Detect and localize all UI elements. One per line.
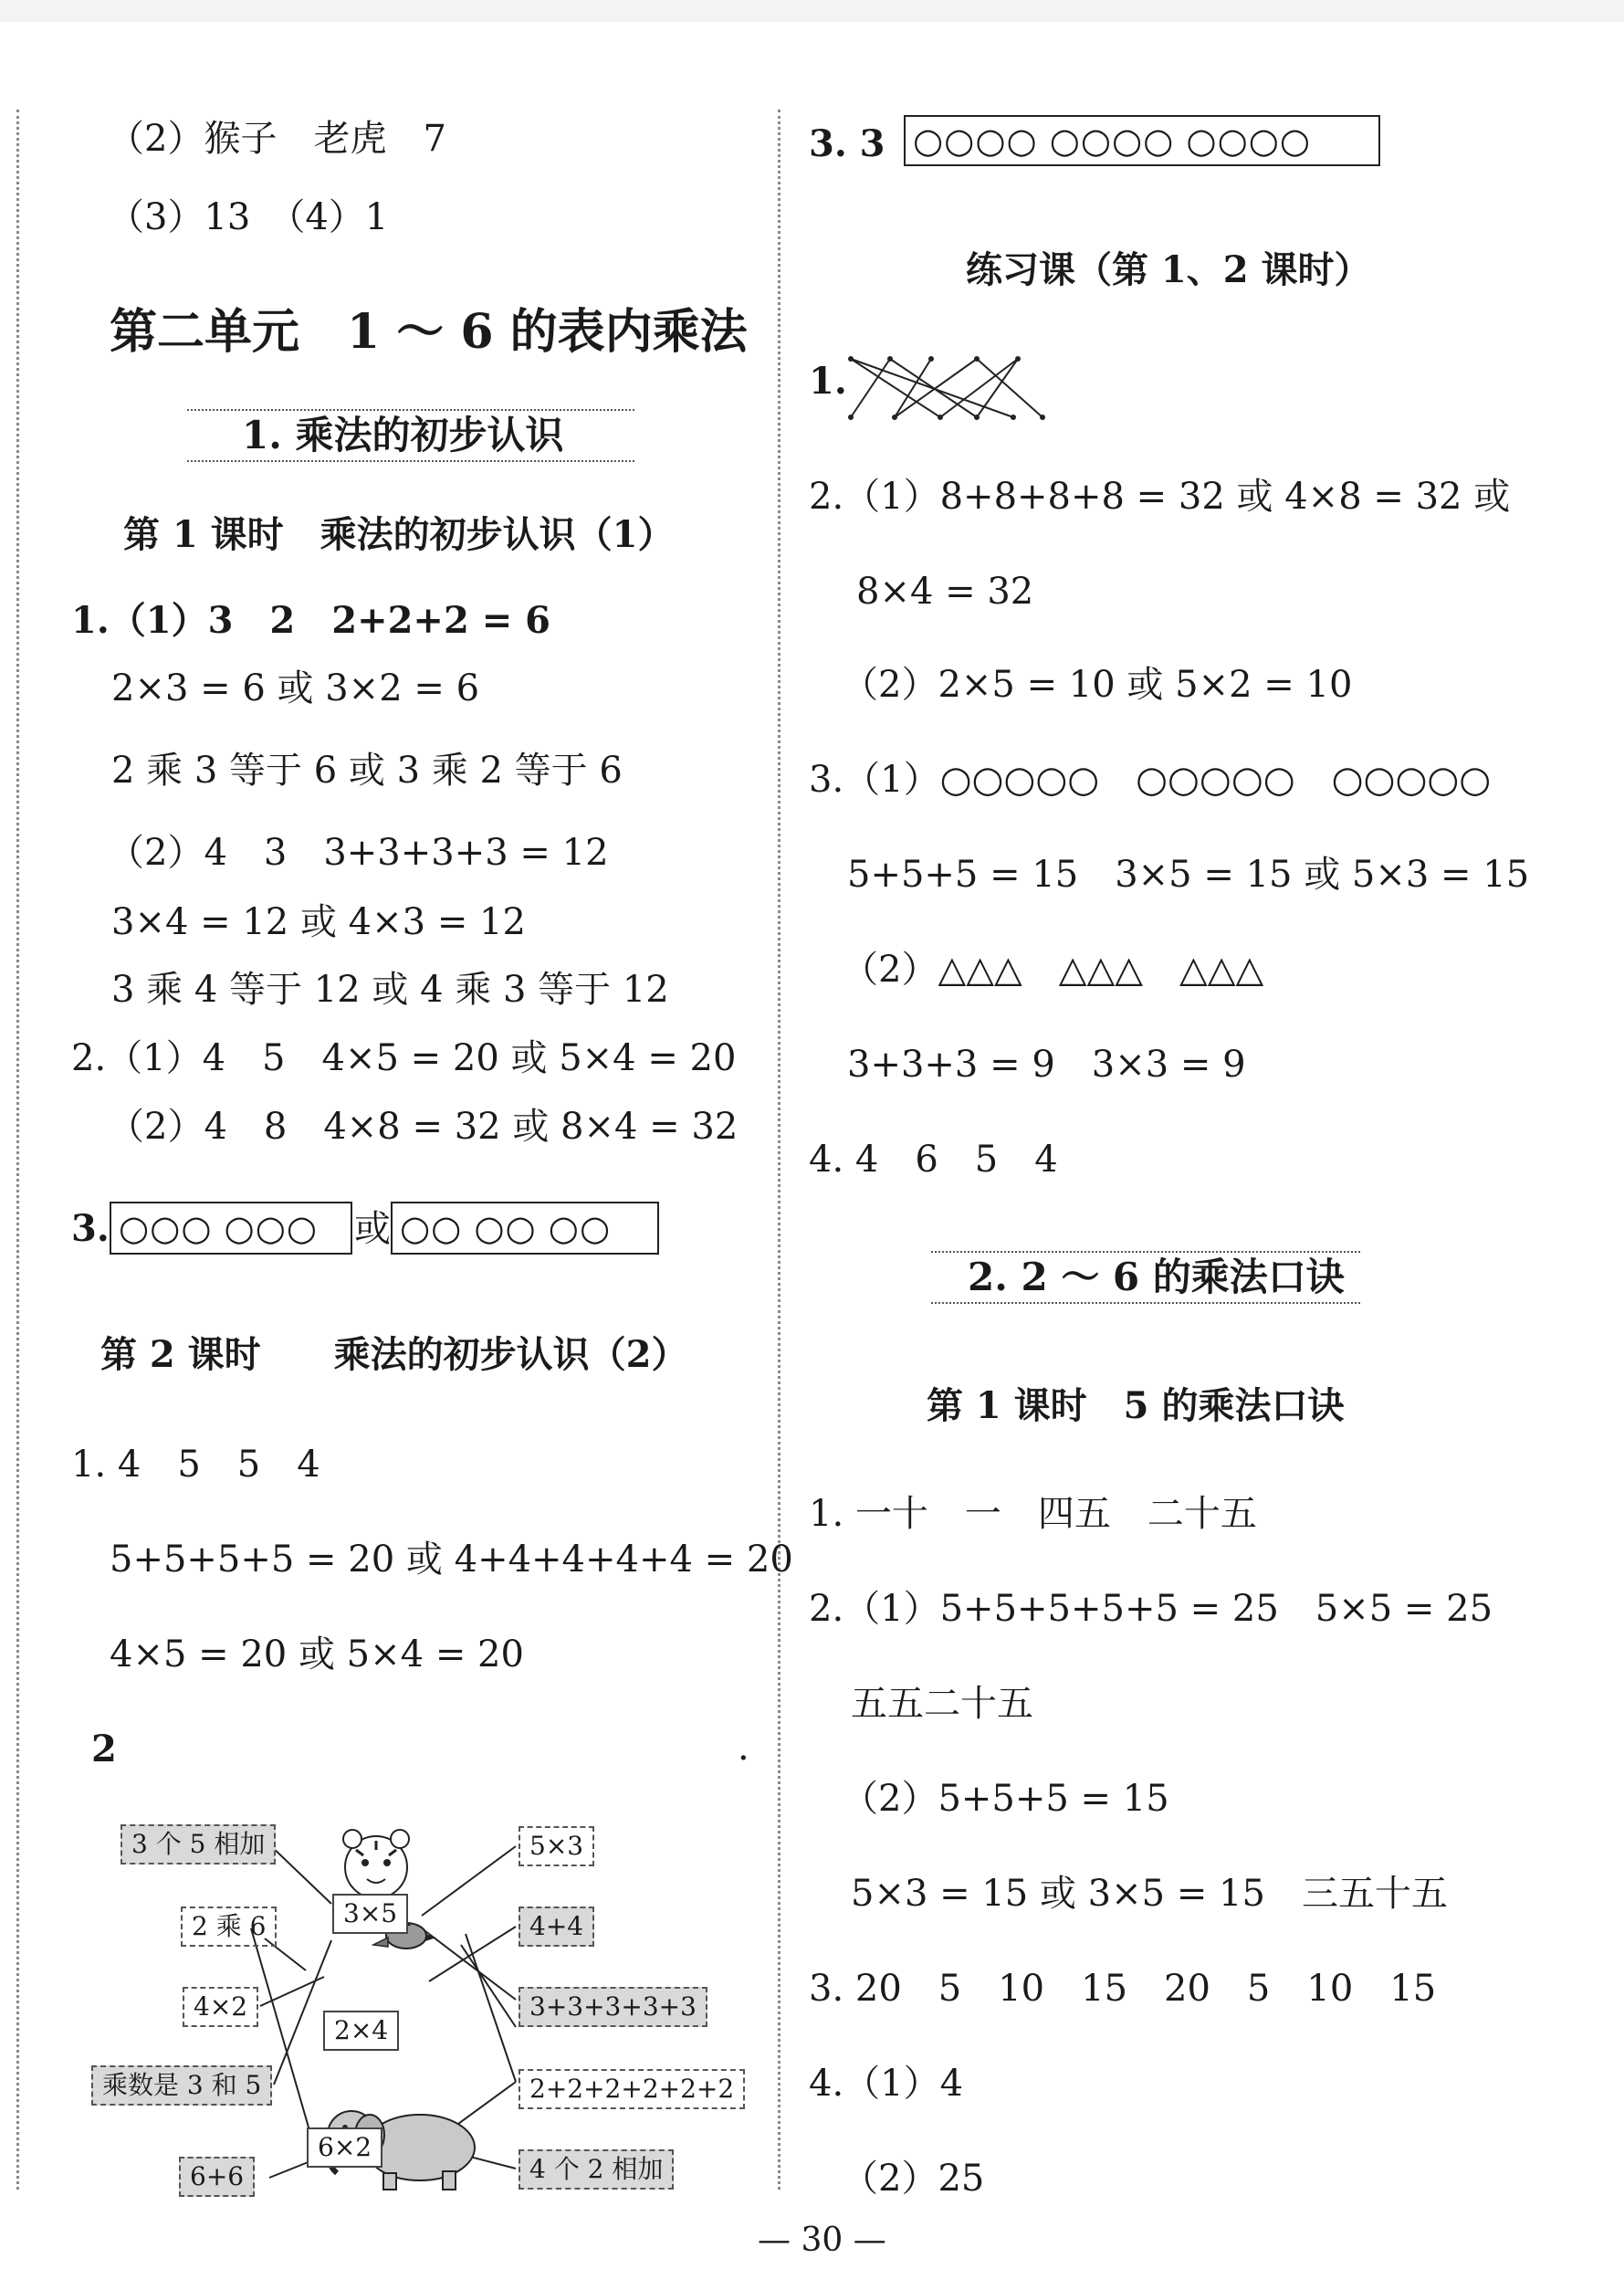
- connection-line: [251, 1928, 315, 2149]
- lesson-title: 第 1 课时 5 的乘法口诀: [927, 1384, 1345, 1427]
- unit-title: 第二单元 1 ～ 6 的表内乘法: [110, 304, 748, 360]
- match-right-label: 5×3: [519, 1826, 594, 1866]
- answer-line: 5×3 = 15 或 3×5 = 15 三五十五: [851, 1873, 1448, 1915]
- connection-line: [466, 1934, 516, 2082]
- connection-line: [422, 1846, 516, 1916]
- match-left-label: 3 个 5 相加: [120, 1824, 276, 1865]
- answer-line: 2×3 = 6 或 3×2 = 6: [111, 667, 480, 709]
- match-left-label: 6+6: [179, 2157, 255, 2197]
- dot-mark: .: [738, 1727, 749, 1769]
- answer-line: （2）△△△ △△△ △△△: [842, 949, 1264, 991]
- match-left-label: 乘数是 3 和 5: [91, 2065, 272, 2106]
- match-card: 2×4: [323, 2011, 399, 2051]
- match-right-label: 4 个 2 相加: [519, 2149, 674, 2190]
- answer-line: 5+5+5+5 = 20 或 4+4+4+4+4 = 20: [110, 1539, 793, 1581]
- match-card: 6×2: [307, 2127, 382, 2168]
- match-card: 3×5: [332, 1894, 408, 1934]
- answer-line: 五五二十五: [851, 1683, 1033, 1725]
- answer-line: （2）4 3 3+3+3+3 = 12: [108, 832, 609, 874]
- answer-line: 4×5 = 20 或 5×4 = 20: [110, 1633, 524, 1675]
- answer-line: 4.（1）4: [809, 2063, 964, 2105]
- column-divider: [778, 110, 781, 2190]
- section-title: 1. 乘法的初步认识: [242, 413, 564, 457]
- answer-line: 3. 20 5 10 15 20 5 10 15: [809, 1968, 1437, 2010]
- match-left-label: 2 乘 6: [181, 1907, 277, 1947]
- section-rule-bottom: [187, 460, 634, 462]
- match-right-label: 2+2+2+2+2+2: [519, 2069, 745, 2109]
- answer-line: 3 乘 4 等于 12 或 4 乘 3 等于 12: [111, 969, 669, 1011]
- or-text: 或: [354, 1208, 391, 1250]
- lesson-title: 第 1 课时 乘法的初步认识（1）: [123, 513, 675, 556]
- page-number: — 30 —: [758, 2222, 886, 2259]
- practice-title: 练习课（第 1、2 课时）: [966, 248, 1371, 291]
- circle-groups: ○○○ ○○○: [119, 1208, 319, 1248]
- answer-line: （2）猴子 老虎 7: [108, 118, 446, 160]
- answer-line: （2）25: [842, 2158, 985, 2200]
- answer-line: （3）13 （4）1: [108, 196, 389, 238]
- left-margin-dots: [16, 110, 19, 2190]
- answer-line: 2 乘 3 等于 6 或 3 乘 2 等于 6: [111, 750, 623, 792]
- matching-lines-figure: [840, 352, 1052, 425]
- tiger-icon: [343, 1830, 409, 1898]
- answer-line: 1.（1）3 2 2+2+2 = 6: [71, 599, 550, 642]
- answer-line: 4. 4 6 5 4: [809, 1139, 1058, 1181]
- answer-line: （2）2×5 = 10 或 5×2 = 10: [842, 664, 1353, 706]
- answer-line: 8×4 = 32: [856, 571, 1034, 613]
- match-left-label: 4×2: [183, 1987, 258, 2027]
- match-right-label: 4+4: [519, 1907, 594, 1947]
- question-label: 3.: [71, 1207, 110, 1250]
- section-rule-top: [931, 1251, 1360, 1253]
- circle-groups: ○○ ○○ ○○: [400, 1208, 612, 1248]
- question-label: 2: [91, 1728, 117, 1770]
- connection-line: [422, 1928, 516, 2000]
- top-edge: [0, 0, 1624, 22]
- answer-line: 3.（1）○○○○○ ○○○○○ ○○○○○: [809, 759, 1492, 801]
- question-label: 1.: [809, 360, 847, 403]
- crossing-lines: [851, 359, 1043, 417]
- answer-line: 2.（1）5+5+5+5+5 = 25 5×5 = 25: [809, 1588, 1493, 1630]
- answer-line: （2）4 8 4×8 = 32 或 8×4 = 32: [108, 1106, 739, 1148]
- answer-line: 1. 4 5 5 4: [71, 1444, 320, 1486]
- answer-line: 2.（1）8+8+8+8 = 32 或 4×8 = 32 或: [809, 476, 1511, 518]
- answer-line: 2.（1）4 5 4×5 = 20 或 5×4 = 20: [71, 1037, 737, 1079]
- match-right-label: 3+3+3+3+3: [519, 1987, 707, 2027]
- line-endpoints: [848, 356, 1045, 420]
- circle-group-box: [904, 115, 1380, 166]
- circle-group-box: [110, 1202, 352, 1255]
- section-rule-top: [187, 409, 634, 411]
- section-title: 2. 2 ～ 6 的乘法口诀: [968, 1255, 1345, 1299]
- circle-groups: ○○○○ ○○○○ ○○○○: [913, 121, 1312, 161]
- section-rule-bottom: [931, 1302, 1360, 1304]
- answer-line: 3×4 = 12 或 4×3 = 12: [111, 901, 526, 943]
- answer-line: 5+5+5 = 15 3×5 = 15 或 5×3 = 15: [847, 854, 1530, 896]
- answer-line: 3+3+3 = 9 3×3 = 9: [847, 1044, 1246, 1086]
- answer-line: （2）5+5+5 = 15: [842, 1778, 1169, 1820]
- lesson-title: 第 2 课时 乘法的初步认识（2）: [100, 1333, 688, 1376]
- question-label: 3. 3: [809, 122, 885, 165]
- connection-line: [461, 1945, 516, 2027]
- connection-line: [269, 1844, 331, 1904]
- circle-group-box: [391, 1202, 659, 1255]
- answer-line: 1. 一十 一 四五 二十五: [809, 1493, 1257, 1535]
